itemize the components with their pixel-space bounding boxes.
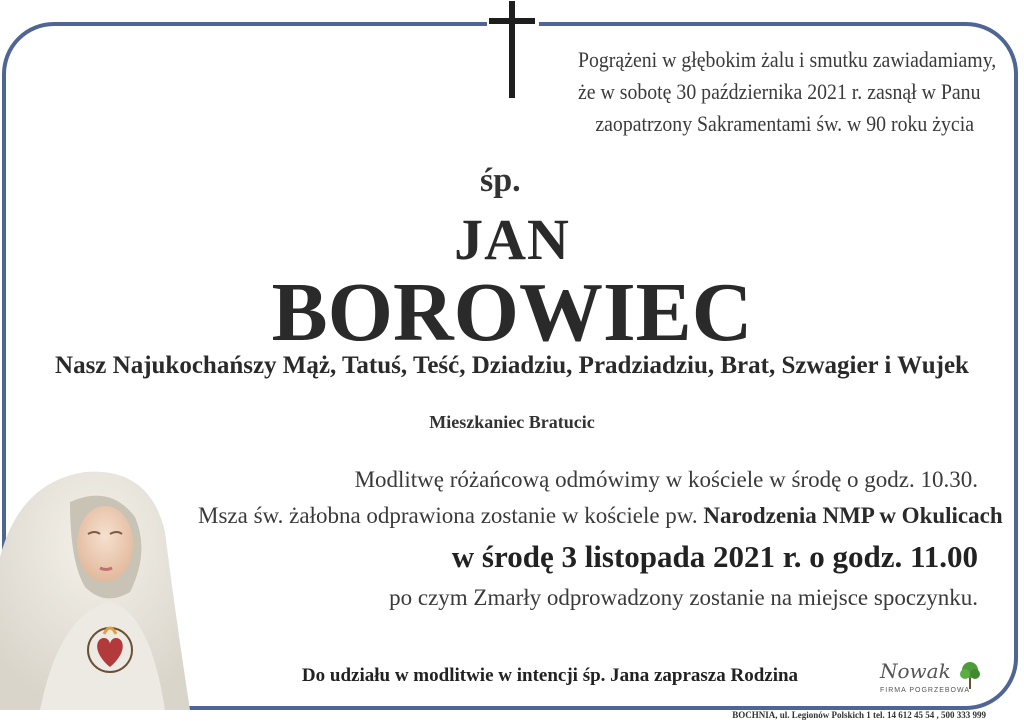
- intro-line-2: że w sobotę 30 października 2021 r. zasnął w Panu: [578, 79, 981, 104]
- invitation: Do udziału w modlitwie w intencji śp. Jana zaprasza Rodzina: [301, 665, 799, 686]
- residence: Mieszkaniec Bratucic: [429, 412, 595, 432]
- cross-icon: [509, 1, 515, 98]
- mass-info: [198, 498, 1003, 534]
- madonna-image: [0, 462, 190, 710]
- intro-line-1: Pogrążeni w głębokim żalu i smutku zawiadamiamy,: [578, 47, 997, 72]
- cross-bar: [489, 18, 535, 24]
- intro-line-3: zaopatrzony Sakramentami św. w 90 roku życia: [595, 111, 974, 136]
- mass-church: Narodzenia NMP w Okulicach: [703, 503, 1003, 528]
- tree-icon: [958, 660, 982, 690]
- deceased-last-name: BOROWIEC: [271, 266, 753, 359]
- funeral-date-time: w środę 3 listopada 2021 r. o godz. 11.00: [451, 539, 978, 574]
- logo-name: Nowak: [880, 659, 951, 683]
- logo-subtitle: FIRMA POGRZEBOWA: [880, 687, 971, 694]
- footer-contact: BOCHNIA, ul. Legionów Polskich 1 tel. 14 612 45 54 , 500 333 999: [732, 710, 986, 720]
- announcement-intro: [578, 44, 997, 140]
- family-roles: Nasz Najukochańszy Mąż, Tatuś, Teść, Dziadziu, Pradziadziu, Brat, Szwagier i Wujek: [55, 352, 969, 379]
- burial-info: po czym Zmarły odprowadzony zostanie na miejsce spoczynku.: [389, 585, 978, 610]
- mass-prefix: Msza św. żałobna odprawiona zostanie w kościele pw.: [198, 503, 698, 528]
- deceased-first-name: JAN: [454, 207, 570, 272]
- deceased-prefix: śp.: [480, 162, 521, 199]
- ceremony-details: [198, 462, 1003, 616]
- rosary-info: Modlitwę różańcową odmówimy w kościele w środę o godz. 10.30.: [354, 467, 978, 492]
